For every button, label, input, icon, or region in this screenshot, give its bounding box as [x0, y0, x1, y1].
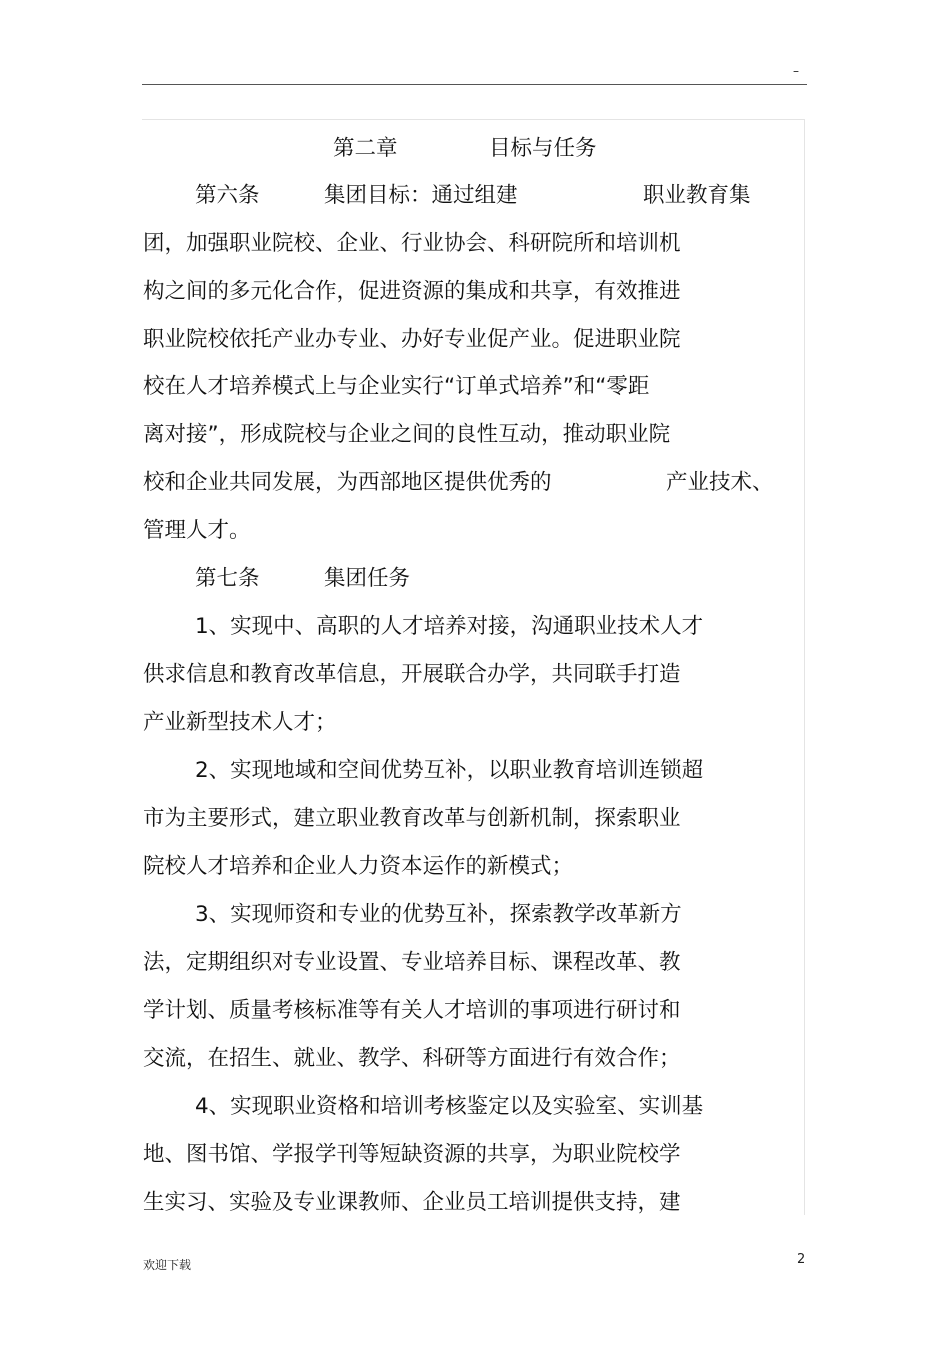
- task-line: 法，定期组织对专业设置、专业培养目标、课程改革、教: [143, 950, 681, 975]
- task-line: 地、图书馆、学报学刊等短缺资源的共享，为职业院校学: [143, 1142, 681, 1167]
- article6-line: 职业院校依托产业办专业、办好专业促产业。促进职业院: [143, 327, 681, 352]
- task-line: 2、实现地域和空间优势互补，以职业教育培训连锁超: [195, 758, 704, 783]
- task-line: 3、实现师资和专业的优势互补，探索教学改革新方: [195, 902, 682, 927]
- chapter-label: 第二章: [333, 136, 398, 161]
- task-line: 市为主要形式，建立职业教育改革与创新机制，探索职业: [143, 806, 681, 831]
- article6-line: 构之间的多元化合作，促进资源的集成和共享，有效推进: [143, 279, 681, 304]
- article7-title: 集团任务: [324, 566, 411, 591]
- page-frame-right: [804, 119, 805, 1215]
- chapter-title: 目标与任务: [489, 136, 597, 161]
- article6-line: 校在人才培养模式上与企业实行“订单式培养”和“零距: [143, 374, 650, 399]
- article6-line: 团，加强职业院校、企业、行业协会、科研院所和培训机: [143, 231, 681, 256]
- task-line: 产业新型技术人才；: [143, 710, 337, 735]
- task-line: 1、实现中、高职的人才培养对接，沟通职业技术人才: [195, 614, 704, 639]
- task-line: 4、实现职业资格和培训考核鉴定以及实验室、实训基: [195, 1094, 704, 1119]
- footer-text: 欢迎下载: [143, 1258, 192, 1272]
- article7-label: 第七条: [195, 566, 260, 591]
- header-mark: –: [793, 64, 799, 78]
- header-rule: [142, 84, 807, 85]
- article6-label: 第六条: [195, 183, 260, 208]
- task-line: 供求信息和教育改革信息，开展联合办学，共同联手打造: [143, 662, 681, 687]
- article6-line-a: 校和企业共同发展，为西部地区提供优秀的: [143, 470, 552, 495]
- page-frame-top: [142, 119, 805, 120]
- article6-line-b: 产业技术、: [666, 470, 774, 495]
- task-line: 院校人才培养和企业人力资本运作的新模式；: [143, 854, 574, 879]
- task-line: 生实习、实验及专业课教师、企业员工培训提供支持，建: [143, 1190, 681, 1215]
- article6-text-b: 职业教育集: [643, 183, 751, 208]
- task-line: 学计划、质量考核标准等有关人才培训的事项进行研讨和: [143, 998, 681, 1023]
- article6-text-a: 集团目标：通过组建: [324, 183, 518, 208]
- task-line: 交流，在招生、就业、教学、科研等方面进行有效合作；: [143, 1046, 681, 1071]
- article6-line: 管理人才。: [143, 518, 251, 543]
- article6-line: 离对接”，形成院校与企业之间的良性互动，推动职业院: [143, 422, 671, 447]
- page-number: 2: [797, 1252, 806, 1267]
